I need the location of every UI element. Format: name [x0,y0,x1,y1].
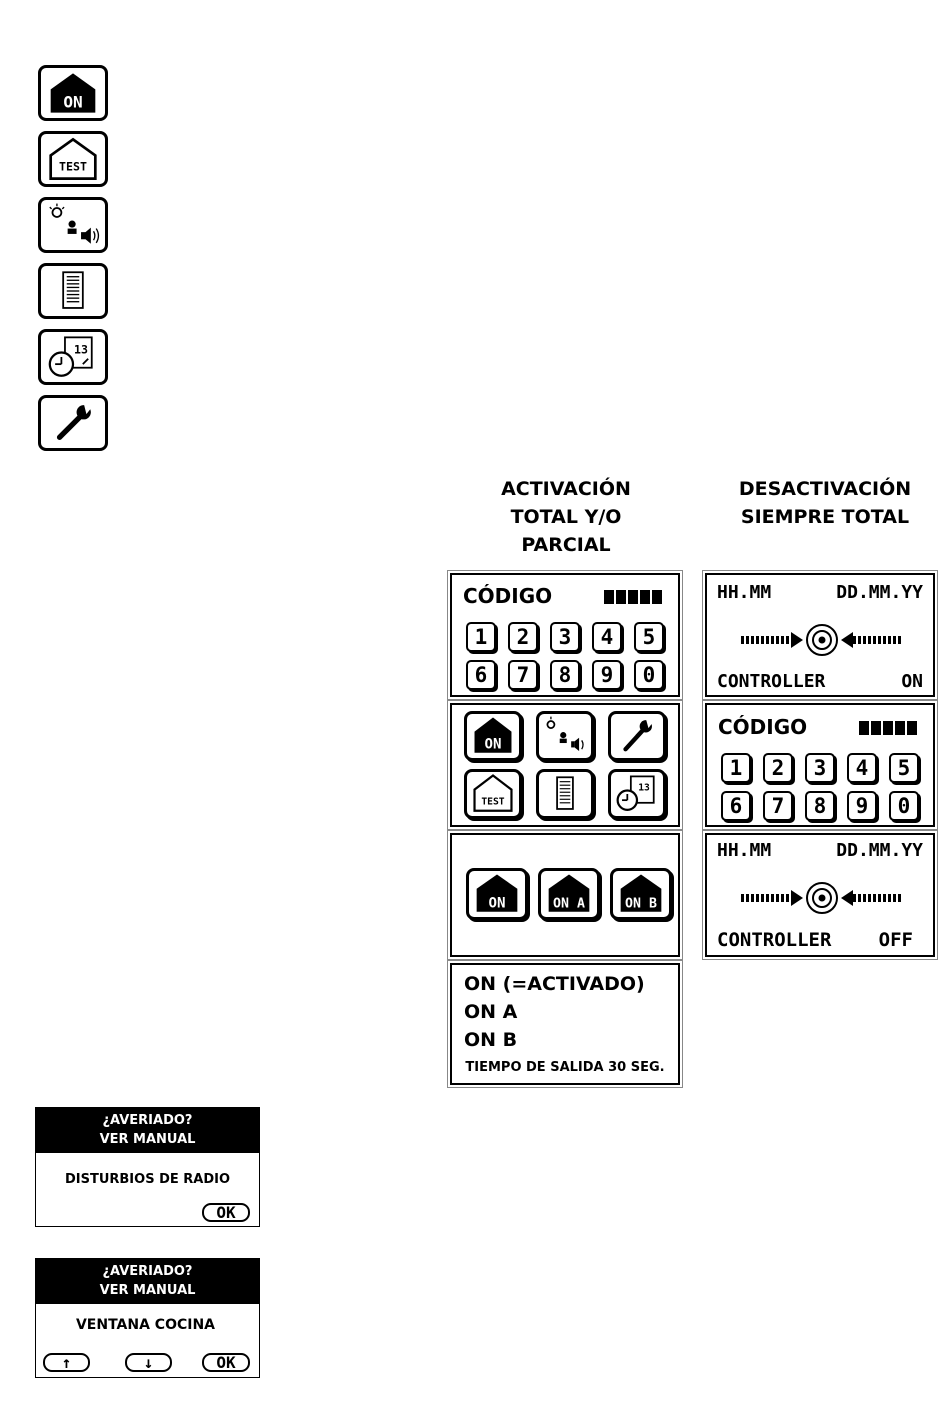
code-mask [604,590,662,604]
key-2[interactable]: 2 [508,622,538,652]
house-on-b-icon [613,871,669,917]
wrench-icon [41,398,105,448]
status-on-time: HH.MM [717,582,772,603]
mode-on-a-label: ON A [553,896,585,912]
key-2[interactable]: 2 [763,753,793,783]
fault-dialog-title-line1: ¿AVERIADO? [102,1264,193,1279]
code-panel-deactivation [705,703,935,827]
fault-dialog-title-line2: VER MANUAL [99,1132,196,1147]
log-list-button[interactable] [38,263,108,319]
test-icon [467,772,519,816]
grid-arm-on-button[interactable] [464,711,522,761]
fault-dialog-header [36,1259,259,1304]
activation-heading-line3: PARCIAL [521,534,611,556]
code-panel-activation [450,573,680,697]
fault-dialog-header [36,1108,259,1153]
test-button[interactable] [38,131,108,187]
grid-calendar-day-label: 13 [638,782,650,794]
log-list-icon [539,772,591,816]
menu-grid-panel [450,703,680,827]
grid-log-list-button[interactable] [536,769,594,819]
fault-dialog-title-line1: ¿AVERIADO? [102,1113,193,1128]
activation-heading-line2: TOTAL Y/O [510,506,622,528]
wrench-icon [611,714,663,758]
deactivation-heading [705,475,945,531]
grid-test-label: TEST [481,796,505,808]
fault-dialog-radio [35,1107,260,1227]
grid-lights-sound-button[interactable] [536,711,594,761]
key-1[interactable]: 1 [466,622,496,652]
code-title: CÓDIGO [718,715,808,739]
ok-button[interactable]: OK [202,1353,250,1372]
fault-dialog-window [35,1258,260,1378]
status-off-controller-label: CONTROLLER [717,929,832,951]
arm-on-icon [467,714,519,758]
key-7[interactable]: 7 [763,791,793,821]
controller-link-icon [737,622,907,658]
key-9[interactable]: 9 [592,660,622,690]
scroll-up-button[interactable]: ↑ [43,1353,90,1372]
fault-dialog-title-line2: VER MANUAL [99,1283,196,1298]
mode-on-b-label: ON B [625,896,657,912]
key-6[interactable]: 6 [721,791,751,821]
scroll-down-button[interactable]: ↓ [125,1353,172,1372]
arm-text-lines [464,970,645,1054]
status-on-date: DD.MM.YY [836,582,923,603]
key-9[interactable]: 9 [847,791,877,821]
key-0[interactable]: 0 [889,791,919,821]
key-0[interactable]: 0 [634,660,664,690]
status-on-state: ON [901,671,923,692]
key-4[interactable]: 4 [592,622,622,652]
activation-heading-line1: ACTIVACIÓN [501,478,631,500]
arm-on-icon [41,68,105,118]
deactivation-heading-line1: DESACTIVACIÓN [738,478,912,500]
code-mask [859,721,917,735]
test-icon [41,134,105,184]
lights-sound-icon [41,200,105,250]
key-3[interactable]: 3 [805,753,835,783]
key-7[interactable]: 7 [508,660,538,690]
log-list-icon [41,266,105,316]
key-6[interactable]: 6 [466,660,496,690]
status-panel-off [705,833,935,957]
status-off-date: DD.MM.YY [836,840,923,861]
status-off-time: HH.MM [717,840,772,861]
fault-dialog-message: DISTURBIOS DE RADIO [64,1172,231,1187]
arm-text-line1: ON (=ACTIVADO) [464,973,645,995]
activation-heading [455,475,677,559]
arm-text-line2: ON A [464,1001,518,1023]
fault-dialog-message: VENTANA COCINA [75,1317,216,1333]
arm-text-line3: ON B [464,1029,518,1051]
key-5[interactable]: 5 [889,753,919,783]
key-8[interactable]: 8 [805,791,835,821]
house-on-a-icon [541,871,597,917]
clock-calendar-icon [611,772,663,816]
status-on-controller-label: CONTROLLER [717,671,826,692]
clock-calendar-icon [41,332,105,382]
arm-modes-panel [450,833,680,957]
grid-test-button[interactable] [464,769,522,819]
exit-time-text: TIEMPO DE SALIDA 30 SEG. [465,1060,665,1075]
controller-link-icon [737,880,907,916]
calendar-day-label: 13 [74,342,89,357]
settings-button[interactable] [38,395,108,451]
key-1[interactable]: 1 [721,753,751,783]
grid-settings-button[interactable] [608,711,666,761]
lights-sound-button[interactable] [38,197,108,253]
lights-sound-icon [539,714,591,758]
status-panel-on [705,573,935,697]
key-4[interactable]: 4 [847,753,877,783]
grid-on-label: ON [484,736,502,753]
arm-on-label: ON [63,92,83,112]
house-on-icon [469,871,525,917]
mode-on-button[interactable] [466,868,528,920]
grid-clock-calendar-button[interactable] [608,769,666,819]
test-label: TEST [59,159,87,174]
arm-text-panel [450,963,680,1085]
mode-on-a-button[interactable] [538,868,600,920]
deactivation-heading-line2: SIEMPRE TOTAL [740,506,910,528]
clock-calendar-button[interactable] [38,329,108,385]
mode-on-label: ON [488,895,506,912]
key-3[interactable]: 3 [550,622,580,652]
code-title: CÓDIGO [463,584,553,608]
key-5[interactable]: 5 [634,622,664,652]
arm-on-button[interactable] [38,65,108,121]
ok-button[interactable]: OK [202,1203,250,1222]
mode-on-b-button[interactable] [610,868,672,920]
status-off-state: OFF [878,929,913,951]
key-8[interactable]: 8 [550,660,580,690]
